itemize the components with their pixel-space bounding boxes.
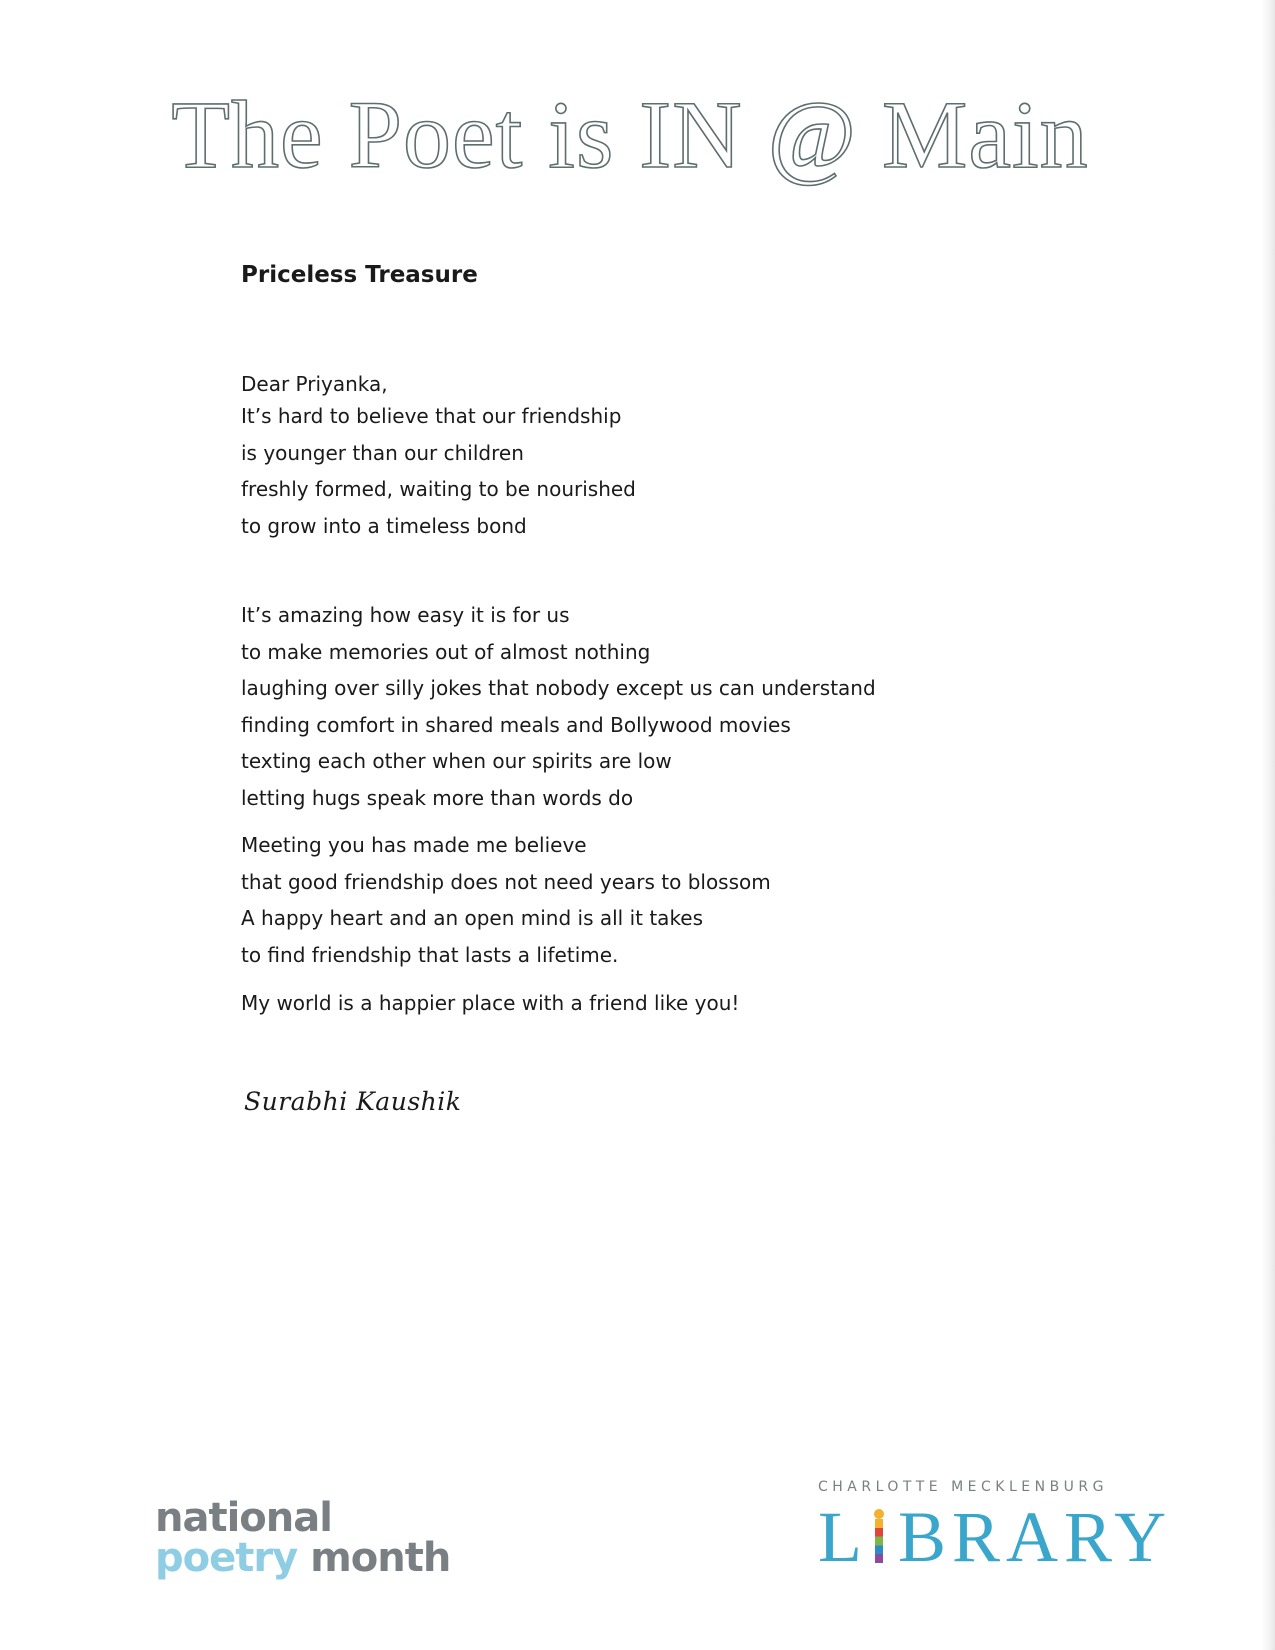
stanza-3	[241, 827, 771, 973]
national-poetry-month-logo	[155, 1495, 451, 1581]
poem-line: finding comfort in shared meals and Bollywood movies	[241, 712, 791, 737]
poem-line: laughing over silly jokes that nobody except us can understand	[241, 676, 876, 700]
page-edge-shadow	[1261, 0, 1275, 1650]
poem-line: A happy heart and an open mind is all it takes	[241, 906, 704, 930]
stanza-1	[241, 398, 636, 544]
poem-line: freshly formed, waiting to be nourished	[241, 477, 636, 501]
poem-line: texting each other when our spirits are low	[241, 749, 672, 773]
poem-line: It’s amazing how easy it is for us	[241, 603, 570, 627]
poem-line: Meeting you has made me believe	[241, 833, 587, 857]
poem-line: to make memories out of almost nothing	[241, 639, 651, 664]
library-logo-l: L	[818, 1497, 868, 1577]
poem-line: My world is a happier place with a friend like you!	[241, 991, 740, 1015]
poem-line: It’s hard to believe that our friendship	[241, 404, 622, 428]
poem-line: letting hugs speak more than words do	[241, 785, 634, 810]
npm-logo-poetry: poetry	[155, 1535, 298, 1581]
poem-title: Priceless Treasure	[241, 262, 478, 288]
npm-logo-month: month	[310, 1535, 451, 1581]
poem-line: to grow into a timeless bond	[241, 513, 527, 538]
page-title: The Poet is IN @ Main	[171, 81, 1089, 188]
author-signature: Surabhi Kaushik	[244, 1087, 462, 1116]
stanza-2	[241, 597, 876, 816]
npm-logo-national: national	[155, 1495, 332, 1541]
library-i-dot-icon	[874, 1509, 884, 1519]
library-logo-org-name: CHARLOTTE MECKLENBURG	[818, 1479, 1109, 1495]
poem-line: that good friendship does not need years to blossom	[241, 869, 771, 894]
library-i-colorbar-icon	[875, 1519, 883, 1563]
poem-salutation: Dear Priyanka,	[241, 372, 388, 396]
poem-line: to find friendship that lasts a lifetime.	[241, 942, 619, 967]
stanza-4	[241, 985, 739, 1022]
library-logo-i	[868, 1499, 898, 1575]
library-logo-wordmark	[818, 1499, 1218, 1575]
charlotte-mecklenburg-library-logo	[818, 1479, 1218, 1575]
poem-line: is younger than our children	[241, 440, 524, 465]
library-logo-brary: BRARY	[897, 1497, 1173, 1577]
